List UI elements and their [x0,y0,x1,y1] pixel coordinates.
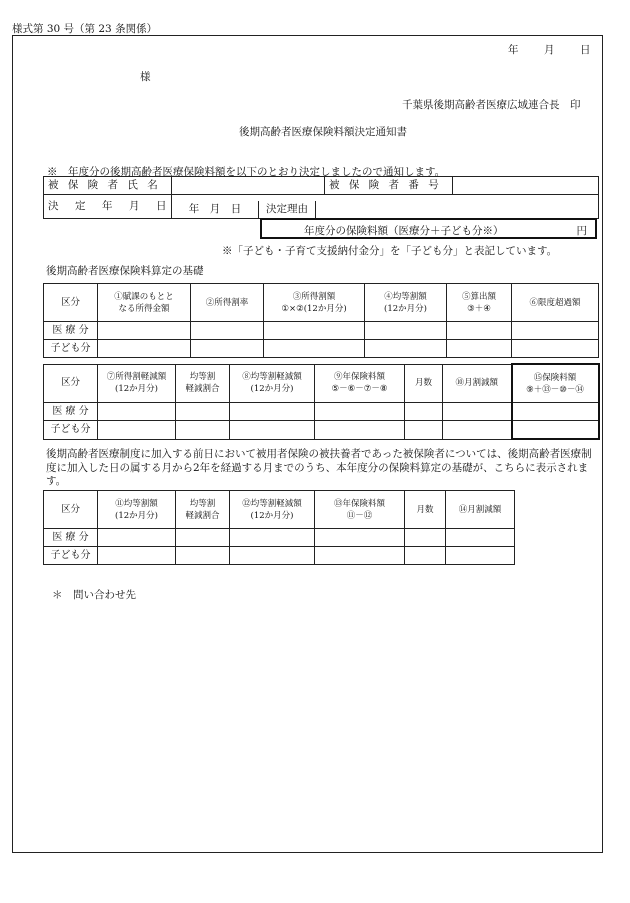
row-label-child: 子ども分 [44,547,98,565]
row-label-child: 子ども分 [44,340,98,358]
premium-cell[interactable] [512,421,599,440]
calc-table-3 [43,490,515,565]
contact-heading: ＊ 問い合わせ先 [52,589,136,601]
table-row [44,403,599,421]
issuer: 千葉県後期高齢者医療広域連合長 印 [402,99,581,111]
total-premium-unit: 円 [576,225,587,237]
insured-info-table [43,176,599,219]
table-cell[interactable] [176,421,230,440]
table-cell[interactable] [98,421,176,440]
table-cell[interactable] [315,421,405,440]
table-cell[interactable] [512,322,599,340]
decision-date-day: 日 [230,203,242,215]
decision-reason-label: 決定理由 [259,201,316,218]
table-cell[interactable] [315,529,405,547]
table-cell[interactable] [98,529,176,547]
header-calculated-amount: ⑤算出額 ③＋④ [447,284,512,322]
table-row [44,340,599,358]
header-income-amount: ③所得割額 ①×②(12か月分) [264,284,365,322]
table-cell[interactable] [264,340,365,358]
table-cell[interactable] [365,322,447,340]
table-cell[interactable] [191,340,264,358]
premium-cell[interactable] [512,403,599,421]
table-row [44,322,599,340]
header-months: 月数 [405,364,443,403]
row-label-child: 子ども分 [44,421,98,440]
addressee-suffix: 様 [140,71,151,83]
decision-date-row [172,195,599,219]
category-header: 区分 [44,364,98,403]
header-monthly-reduction-dependent: ⑭月割減額 [446,491,515,529]
notice-text: ※ 年度分の後期高齢者医療保険料額を以下のとおり決定しましたので通知します。 [47,166,446,178]
header-months: 月数 [405,491,446,529]
calc-table-1 [43,283,599,358]
header-flat-reduction-dependent: ⑫均等割軽減額 (12か月分) [230,491,315,529]
calc-table-2 [43,363,600,440]
table-cell[interactable] [512,340,599,358]
category-header: 区分 [44,491,98,529]
table-cell[interactable] [443,403,512,421]
decision-date-label: 決 定 年 月 日 [44,195,172,219]
insured-name-field[interactable] [172,177,325,195]
dependent-note: 後期高齢者医療制度に加入する前日において被用者保険の被扶養者であった被保険者については、後期高齢者医療制度に加入した日の属する月から2年を経過する月までのうち、本年度分の保険料算定の基礎が、こちらに表示されます。 [46,448,592,487]
table-cell[interactable] [98,547,176,565]
table-cell[interactable] [405,421,443,440]
table-cell[interactable] [176,547,230,565]
insured-number-label: 被 保 険 者 番 号 [325,177,453,195]
header-excess-amount: ⑥限度超過額 [512,284,599,322]
date-line [508,42,591,57]
table-row [44,529,515,547]
header-flat-amount: ④均等割額 (12か月分) [365,284,447,322]
notice-frame [12,35,603,853]
row-label-medical: 医 療 分 [44,529,98,547]
header-annual-premium: ⑨年保険料額 ⑤－⑥－⑦－⑧ [315,364,405,403]
table-cell[interactable] [446,529,515,547]
date-month: 月 [544,44,555,56]
table-cell[interactable] [365,340,447,358]
table-cell[interactable] [230,403,315,421]
table-cell[interactable] [447,340,512,358]
table-cell[interactable] [405,403,443,421]
header-monthly-reduction: ⑩月割減額 [443,364,512,403]
header-flat-reduction-amount: ⑧均等割軽減額 (12か月分) [230,364,315,403]
header-flat-reduction-ratio: 均等割 軽減割合 [176,364,230,403]
document-title: 後期高齢者医療保険料額決定通知書 [239,126,407,138]
table-row [44,421,599,440]
date-year: 年 [508,44,519,56]
table-cell[interactable] [191,322,264,340]
header-premium-amount: ⑮保険料額 ⑨＋⑬－⑩－⑭ [512,364,599,403]
row-label-medical: 医 療 分 [44,403,98,421]
header-income-base: ①賦課のもとと なる所得金額 [98,284,191,322]
decision-date-field[interactable] [172,201,259,218]
row-label-medical: 医 療 分 [44,322,98,340]
child-note: ※「子ども・子育て支援納付金分」を「子ども分」と表記しています。 [222,245,558,257]
total-premium-label: 年度分の保険料額（医療分＋子ども分※） [304,225,504,237]
table-cell[interactable] [176,403,230,421]
table-cell[interactable] [405,529,446,547]
table-cell[interactable] [176,529,230,547]
header-income-reduction: ⑦所得割軽減額 (12か月分) [98,364,176,403]
date-day: 日 [580,44,591,56]
table-cell[interactable] [98,340,191,358]
table-cell[interactable] [405,547,446,565]
table-cell[interactable] [443,421,512,440]
decision-date-month: 月 [209,203,221,215]
insured-number-field[interactable] [453,177,599,195]
insured-name-label: 被 保 険 者 氏 名 [44,177,172,195]
category-header: 区分 [44,284,98,322]
section-heading: 後期高齢者医療保険料算定の基礎 [46,265,204,277]
table-cell[interactable] [447,322,512,340]
table-cell[interactable] [446,547,515,565]
table-cell[interactable] [230,547,315,565]
total-premium-box [260,218,597,239]
table-cell[interactable] [98,322,191,340]
header-flat-reduction-ratio: 均等割 軽減割合 [176,491,230,529]
table-cell[interactable] [315,403,405,421]
header-annual-premium-dependent: ⑬年保険料額 ⑪－⑫ [315,491,405,529]
table-row [44,547,515,565]
header-income-rate: ②所得割率 [191,284,264,322]
table-cell[interactable] [315,547,405,565]
table-cell[interactable] [98,403,176,421]
table-cell[interactable] [230,421,315,440]
decision-date-year: 年 [188,203,200,215]
table-cell[interactable] [264,322,365,340]
form-number: 様式第 30 号（第 23 条関係） [12,23,158,35]
header-flat-amount-dependent: ⑪均等割額 (12か月分) [98,491,176,529]
table-cell[interactable] [230,529,315,547]
